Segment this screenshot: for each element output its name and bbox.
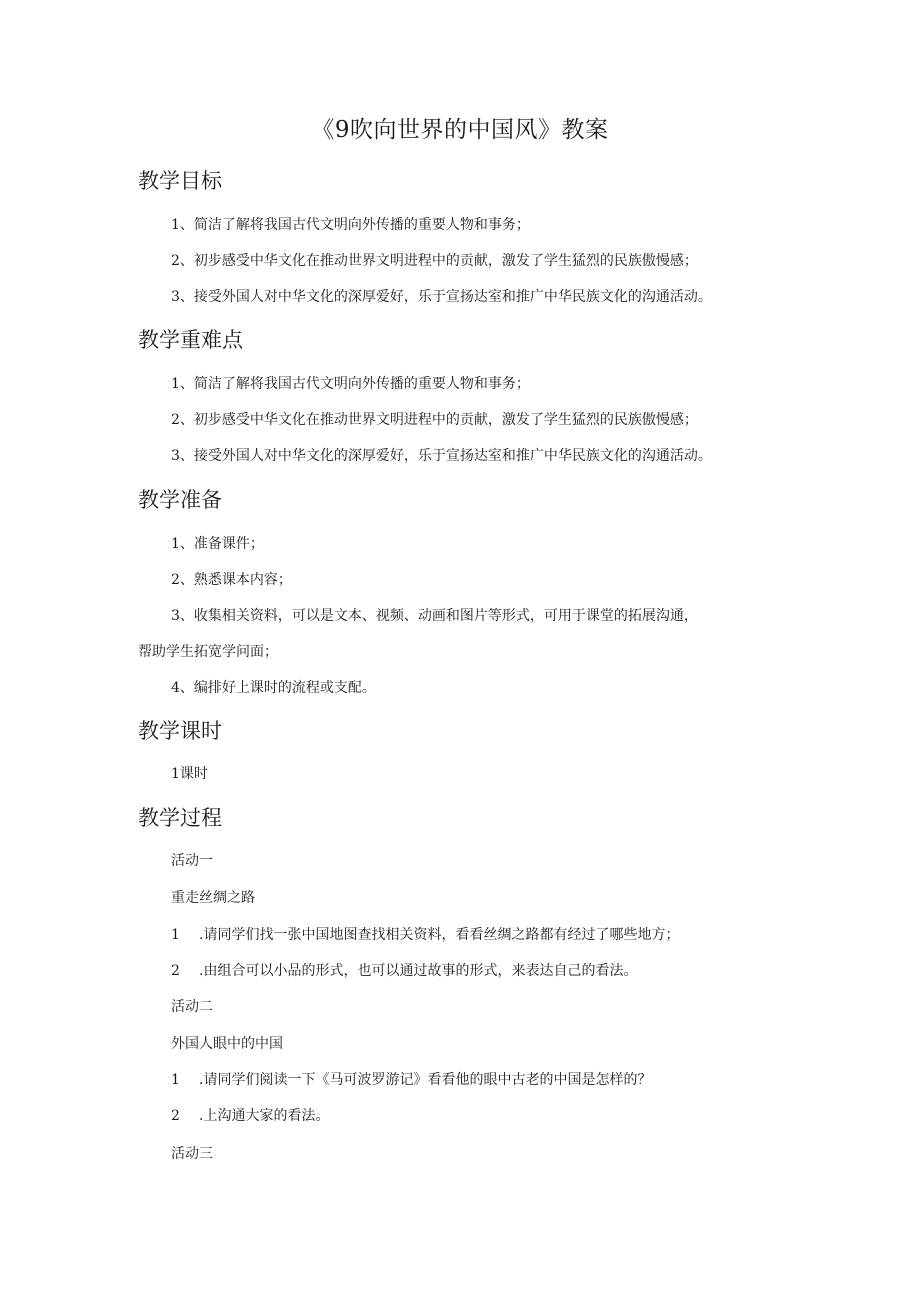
objective-item: 2、初步感受中华文化在推动世界文明进程中的贡献，激发了学生猛烈的民族傲慢感； (171, 253, 698, 269)
activity-label: 活动二 (171, 999, 213, 1015)
activity-step (171, 960, 637, 982)
section-heading-objectives: 教学目标 (138, 169, 222, 193)
activity-label: 活动三 (171, 1146, 213, 1162)
key-point-item: 1、简洁了解将我国古代文明向外传播的重要人物和事务； (171, 376, 530, 392)
activity-title: 外国人眼中的中国 (171, 1036, 283, 1052)
objective-item: 3、接受外国人对中华文化的深厚爱好，乐于宣扬达室和推广中华民族文化的沟通活动。 (171, 289, 712, 305)
hours-text: 1课时 (171, 766, 208, 782)
activity-label: 活动一 (171, 853, 213, 869)
step-number: 1 (171, 927, 180, 943)
preparation-item: 1、准备课件； (171, 536, 264, 552)
activity-step (171, 924, 679, 946)
step-number: 2 (171, 963, 180, 979)
step-number: 2 (171, 1108, 180, 1124)
preparation-item: 2、熟悉课本内容； (171, 572, 292, 588)
activity-step (171, 1105, 329, 1127)
section-heading-process: 教学过程 (138, 806, 222, 830)
step-text: .由组合可以小品的形式，也可以通过故事的形式，来表达自己的看法。 (199, 963, 638, 979)
step-text: .请同学们阅读一下《马可波罗游记》看看他的眼中古老的中国是怎样的？ (199, 1072, 652, 1088)
activity-title: 重走丝绸之路 (171, 890, 255, 906)
section-heading-preparation: 教学准备 (138, 488, 222, 512)
section-heading-hours: 教学课时 (138, 719, 222, 743)
key-point-item: 2、初步感受中华文化在推动世界文明进程中的贡献，激发了学生猛烈的民族傲慢感； (171, 412, 698, 428)
preparation-item-continued: 帮助学生拓宽学问面； (138, 644, 278, 660)
step-text: .请同学们找一张中国地图查找相关资料，看看丝绸之路都有经过了哪些地方； (199, 927, 680, 943)
step-number: 1 (171, 1072, 180, 1088)
section-heading-key-points: 教学重难点 (138, 328, 243, 352)
document-title: 《9吹向世界的中国风》教案 (311, 117, 609, 143)
preparation-item: 3、收集相关资料，可以是文本、视频、动画和图片等形式，可用于课堂的拓展沟通， (171, 608, 698, 624)
step-text: .上沟通大家的看法。 (199, 1108, 330, 1124)
objective-item: 1、简洁了解将我国古代文明向外传播的重要人物和事务； (171, 217, 530, 233)
preparation-item: 4、编排好上课时的流程或支配。 (171, 680, 376, 696)
key-point-item: 3、接受外国人对中华文化的深厚爱好，乐于宣扬达室和推广中华民族文化的沟通活动。 (171, 448, 712, 464)
activity-step (171, 1069, 651, 1091)
